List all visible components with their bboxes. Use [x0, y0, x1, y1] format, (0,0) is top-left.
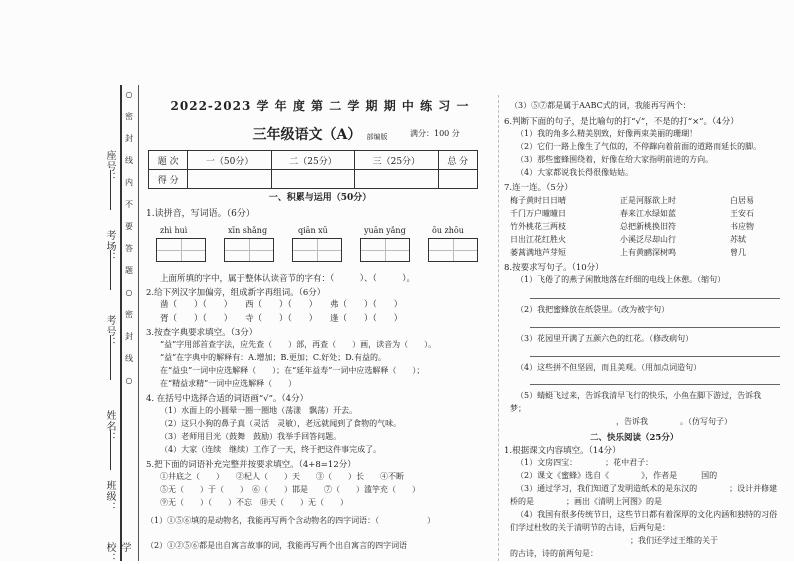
- match-right: 王安石: [730, 209, 754, 218]
- pinyin-1: zhì huì: [160, 226, 188, 235]
- q6-line: （4）大家都说我长得很像姑姑。: [516, 168, 634, 177]
- match-mid: 上有黄鹂深树鸣: [620, 248, 676, 257]
- tianzige-box[interactable]: [360, 238, 410, 262]
- reading-question-1: 1.根据课文内容填空。（14分）: [504, 446, 621, 456]
- section-2-heading: 二、快乐阅读（25分）: [590, 433, 679, 443]
- q8-line: （2）我把蜜蜂放在纸袋里。（改为被字句）: [516, 305, 670, 314]
- q5-line: ⑤无（ ）于（ ） ⑥（ ）邯是 ⑦（ ）滥竽充（ ）: [160, 485, 420, 494]
- q8-line: 梦；: [510, 404, 526, 413]
- school-label: 学校：: [104, 542, 130, 564]
- question-8: 8.按要求写句子。（10分）: [504, 263, 604, 273]
- q5-line: ⑨无（ ）（ ）不忘 ⑩天（ ）无（ ）: [160, 498, 348, 507]
- pinyin-4: yuān yǎng: [364, 226, 406, 235]
- seal-marker: 密: [125, 112, 133, 121]
- match-mid: 总把新桃换旧符: [620, 222, 676, 231]
- tianzige-box[interactable]: [156, 238, 206, 262]
- section-1-heading: 一、积累与运用（50分）: [268, 193, 372, 203]
- r-q1-line: 桥的是 ；画出《清明上河图》的是: [510, 497, 694, 506]
- match-mid: 春来江水绿如蓝: [620, 209, 676, 218]
- seal-marker: ○: [125, 90, 133, 99]
- q3-line: 在“精益求精”一词中应选解释（ ）: [160, 379, 297, 388]
- score-header-cell: 一（50分）: [188, 151, 271, 170]
- pinyin-3: qiān xū: [298, 226, 328, 235]
- match-right: 白居易: [730, 196, 754, 205]
- score-input-cell[interactable]: [438, 170, 477, 189]
- q6-line: （2）它们一路上像生了气似的，不停蹿向着前面的道路而延长的脚。: [516, 142, 762, 151]
- q5-sub-1: （1）①⑤⑥填的是动物名，我能再写两个含动物名的四字词语：（ ）: [146, 516, 436, 525]
- class-label: 班级：: [104, 480, 115, 513]
- binding-line-inner: [138, 85, 139, 561]
- r-q1-line: 的古诗，诗的前两句是：: [510, 549, 598, 558]
- q3-line: “益”字用部首查字法，应先查（ ）部，再查（ ）画，读音为（ ）。: [160, 340, 437, 349]
- question-4: 4. 在括号中选择合适的词语画“√”。（4分）: [146, 394, 309, 404]
- q5-line: ①井底之（ ） ②杞人（ ）天 ③（ ）长 ④不断: [160, 472, 404, 481]
- question-6: 6.判断下面的句子，是比喻句的打“√”，不是的打“×”。（4分）: [504, 117, 739, 127]
- seat-label: 座号：: [104, 150, 115, 183]
- seal-marker: ○: [125, 288, 133, 297]
- column-divider: [498, 95, 499, 561]
- answer-line[interactable]: [530, 356, 780, 357]
- match-mid: 小溪泛尽却山行: [620, 235, 676, 244]
- pinyin-2: xīn shǎng: [228, 226, 268, 235]
- match-right: 书应物: [730, 222, 754, 231]
- r-q5-3: （3）⑤⑦都是属于AABC式的词，我能再写两个：: [510, 101, 691, 110]
- question-7: 7.连一连。（5分）: [504, 183, 573, 193]
- score-header-cell: 三（25分）: [355, 151, 438, 170]
- q8-line: （5）蜻蜓飞过来，告诉我清早飞行的快乐，小鱼在脚下游过，告诉我: [516, 391, 762, 400]
- seat-line: [110, 170, 111, 210]
- r-q1-line: ；我们还学过王维的关于: [510, 536, 718, 545]
- q5-sub-2: （2）①②⑤⑥都是出自寓言故事的词，我能再写两个出自寓言的四字词语: [146, 541, 408, 550]
- q2-row: 胥（ ）（ ） 寺（ ）（ ） 逢（ ）（ ）: [160, 314, 403, 324]
- match-mid: 正是河豚欲上时: [620, 196, 676, 205]
- q2-row: 凿（ ）（ ） 西（ ）（ ） 弗（ ）（ ）: [160, 300, 403, 310]
- score-label-cell: 得 分: [149, 170, 188, 189]
- exam-title: 2022-2023 学 年 度 第 二 学 期 期 中 练 习 一: [170, 99, 470, 113]
- q6-line: （1）我的角多么精美别致，好像两束美丽的珊瑚！: [516, 129, 698, 138]
- q1-note: 上面所填的字中，属于整体认读音节的字有：（ ）、（ ）。: [160, 274, 416, 284]
- binding-strip: [84, 80, 144, 564]
- q4-line: （2）这只小狗的鼻子真（灵活 灵敏），老远就闻到了食物的气味。: [160, 419, 402, 428]
- q3-line: “益”在字典中的解释有：A.增加；B.更加；C.好处；D.有益的。: [160, 353, 386, 362]
- name-line: [110, 430, 111, 470]
- subject-title: 三年级语文（A）: [252, 127, 362, 143]
- match-left: 千门万户曈曈日: [510, 209, 566, 218]
- seal-markers: [123, 90, 135, 398]
- binding-line-outer: [120, 85, 122, 561]
- seal-marker: 线: [125, 156, 133, 165]
- question-1: 1.读拼音，写词语。（6分）: [146, 209, 255, 219]
- r-q1-line: （2）课文《蜜蜂》选自《 》，作者是 国的: [516, 471, 718, 480]
- r-q1-line: （1）文房四宝： ；花中君子：: [516, 458, 682, 467]
- tianzige-box[interactable]: [224, 238, 274, 262]
- r-q1-line: （4）我国有很多传统节日，这些节日都有着深厚的文化内涵和独特的习俗: [516, 510, 778, 519]
- match-right: 曾几: [730, 248, 746, 257]
- edition-label: 部编版: [366, 133, 388, 141]
- seal-marker: 线: [125, 354, 133, 363]
- r-q1-line: 们学过杜牧的关于清明节的古诗，后两句是：: [510, 523, 670, 532]
- exam-number-line: [110, 335, 111, 380]
- score-input-cell[interactable]: [188, 170, 271, 189]
- score-table-row: [149, 170, 478, 189]
- seal-marker: 题: [125, 266, 133, 275]
- room-label: 考场：: [104, 230, 115, 263]
- score-input-cell[interactable]: [355, 170, 438, 189]
- q4-line: （3）老师用目光（鼓舞 鼓励）我举手回答问题。: [160, 432, 342, 441]
- seal-marker: 要: [125, 222, 133, 231]
- answer-line[interactable]: [530, 384, 780, 385]
- seal-marker: 封: [125, 332, 133, 341]
- seal-marker: 答: [125, 244, 133, 253]
- tianzige-box[interactable]: [292, 238, 342, 262]
- q8-line: （4）这些拼不但坚固，而且美观。（用加点词造句）: [516, 363, 702, 372]
- answer-line[interactable]: [530, 327, 780, 328]
- q8-line: （1）飞倦了的燕子闲散地落在纤细的电线上休憩。（缩句）: [516, 275, 726, 284]
- exam-number-label: 考号：: [104, 315, 115, 348]
- q3-line: 在“益虫”一词中应选解释（ ）；在“延年益寿”一词中应选解释（ ）；: [160, 366, 425, 375]
- q8-line: （3）花园里开满了五颜六色的红花。（修改病句）: [516, 334, 694, 343]
- question-5: 5.把下面的词语补充完整并按要求填空。（4+8=12分）: [146, 460, 356, 470]
- score-table: [148, 150, 478, 189]
- seal-marker: 内: [125, 178, 133, 187]
- score-header-cell: 题 次: [149, 151, 188, 170]
- score-header-cell: 二（25分）: [271, 151, 354, 170]
- score-input-cell[interactable]: [271, 170, 354, 189]
- seal-marker: 不: [125, 200, 133, 209]
- seal-marker: 密: [125, 310, 133, 319]
- match-right: 苏轼: [730, 235, 746, 244]
- pinyin-5: ōu zhōu: [432, 226, 464, 235]
- room-line: [110, 250, 111, 290]
- q4-line: （4）大家（连续 继续）工作了一天，终于把这件事完成了。: [160, 445, 382, 454]
- match-left: 竹外桃花三两枝: [510, 222, 566, 231]
- full-score: 满分：100 分: [410, 129, 460, 138]
- score-table-row: [149, 151, 478, 170]
- tianzige-box[interactable]: [428, 238, 478, 262]
- question-3: 3.按查字典要求填空。（3分）: [146, 328, 258, 338]
- name-label: 姓名：: [104, 410, 115, 443]
- seal-marker: 封: [125, 134, 133, 143]
- question-2: 2.给下列汉字加偏旁，组成新字再组词。（6分）: [146, 288, 326, 298]
- score-header-cell: 总 分: [438, 151, 477, 170]
- seal-marker: ○: [125, 376, 133, 385]
- match-left: 萎蒿满地芦芽短: [510, 248, 566, 257]
- q4-line: （1）水面上的小圆晕一圈一圈地（荡漾 飘荡）开去。: [160, 406, 358, 415]
- match-left: 梅子黄时日日晴: [510, 196, 566, 205]
- q6-line: （3）那些蜜蜂围绕着，好像在给大家指明前进的方向。: [516, 155, 714, 164]
- answer-line[interactable]: [530, 298, 780, 299]
- r-q1-line: （3）通过学习，我们知道了发明造纸术的是东汉的 ；设计并修建: [516, 484, 778, 493]
- match-left: 日出江花红胜火: [510, 235, 566, 244]
- q8-line: ，告诉我 。（仿写句子）: [616, 417, 732, 426]
